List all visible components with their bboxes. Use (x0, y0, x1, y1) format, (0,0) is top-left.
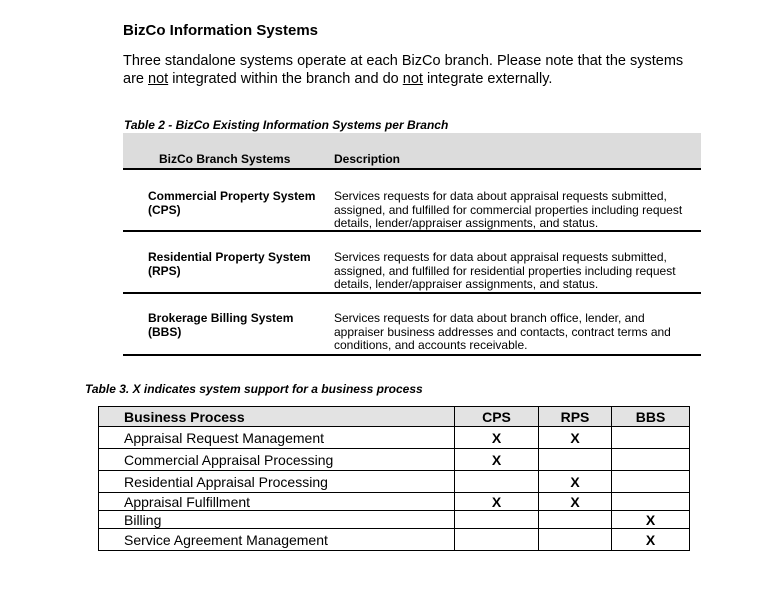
table2-system-name: Commercial Property System (CPS) (148, 189, 316, 217)
rps-mark (539, 449, 612, 471)
table-row (99, 471, 690, 493)
bbs-mark: X (612, 529, 690, 551)
process-support-table (98, 406, 690, 551)
process-name: Residential Appraisal Processing (99, 471, 455, 493)
table3-header-row (99, 407, 690, 427)
intro-not-1: not (148, 71, 169, 87)
table-row (99, 511, 690, 529)
table3-header-rps: RPS (539, 407, 612, 427)
cps-mark: X (455, 493, 539, 511)
cps-mark: X (455, 427, 539, 449)
table2-system-description: Services requests for data about appraisal requests submitted, assigned, and fulfilled for commercial properties including request details, lender/appraiser assignments, and status. (334, 189, 683, 230)
bbs-mark (612, 471, 690, 493)
process-name: Appraisal Fulfillment (99, 493, 455, 511)
intro-not-2: not (402, 71, 423, 87)
intro-text-3: integrate externally. (422, 71, 553, 87)
intro-text-2: integrated within the branch and do (168, 71, 403, 87)
bbs-mark (612, 427, 690, 449)
bbs-mark (612, 493, 690, 511)
cps-mark (455, 511, 539, 529)
bbs-mark (612, 449, 690, 471)
process-name: Appraisal Request Management (99, 427, 455, 449)
table2-row (123, 190, 701, 232)
table2-header (123, 133, 701, 170)
table2-row (123, 312, 701, 356)
table2-system-description: Services requests for data about branch office, lender, and appraiser business addresses and contacts, contract terms and conditions, and accounts receivable. (334, 311, 671, 352)
table-row (99, 449, 690, 471)
table3-header-cps: CPS (455, 407, 539, 427)
cps-mark: X (455, 449, 539, 471)
table2-caption: Table 2 - BizCo Existing Information Systems per Branch (124, 118, 449, 132)
intro-paragraph (123, 52, 703, 88)
rps-mark: X (539, 471, 612, 493)
intro-text-1: Three standalone systems operate at each BizCo branch. Please note that the systems are (123, 53, 684, 87)
table2-system-description: Services requests for data about appraisal requests submitted, assigned, and fulfilled for residential properties including request details, lender/appraiser assignments, and status. (334, 250, 676, 291)
rps-mark: X (539, 493, 612, 511)
rps-mark (539, 511, 612, 529)
table3-header-bbs: BBS (612, 407, 690, 427)
section-heading: BizCo Information Systems (123, 22, 319, 39)
table3-header-process: Business Process (99, 407, 455, 427)
process-name: Billing (99, 511, 455, 529)
bbs-mark: X (612, 511, 690, 529)
rps-mark (539, 529, 612, 551)
table2-row (123, 251, 701, 294)
table-row (99, 427, 690, 449)
table2-system-name: Residential Property System (RPS) (148, 250, 311, 278)
table2-header-system: BizCo Branch Systems (159, 152, 291, 166)
cps-mark (455, 471, 539, 493)
rps-mark: X (539, 427, 612, 449)
cps-mark (455, 529, 539, 551)
process-name: Commercial Appraisal Processing (99, 449, 455, 471)
table-row (99, 493, 690, 511)
table-row (99, 529, 690, 551)
table2-header-description: Description (334, 152, 401, 166)
table2-system-name: Brokerage Billing System (BBS) (148, 311, 294, 339)
table3-caption: Table 3. X indicates system support for a business process (85, 382, 423, 396)
process-name: Service Agreement Management (99, 529, 455, 551)
